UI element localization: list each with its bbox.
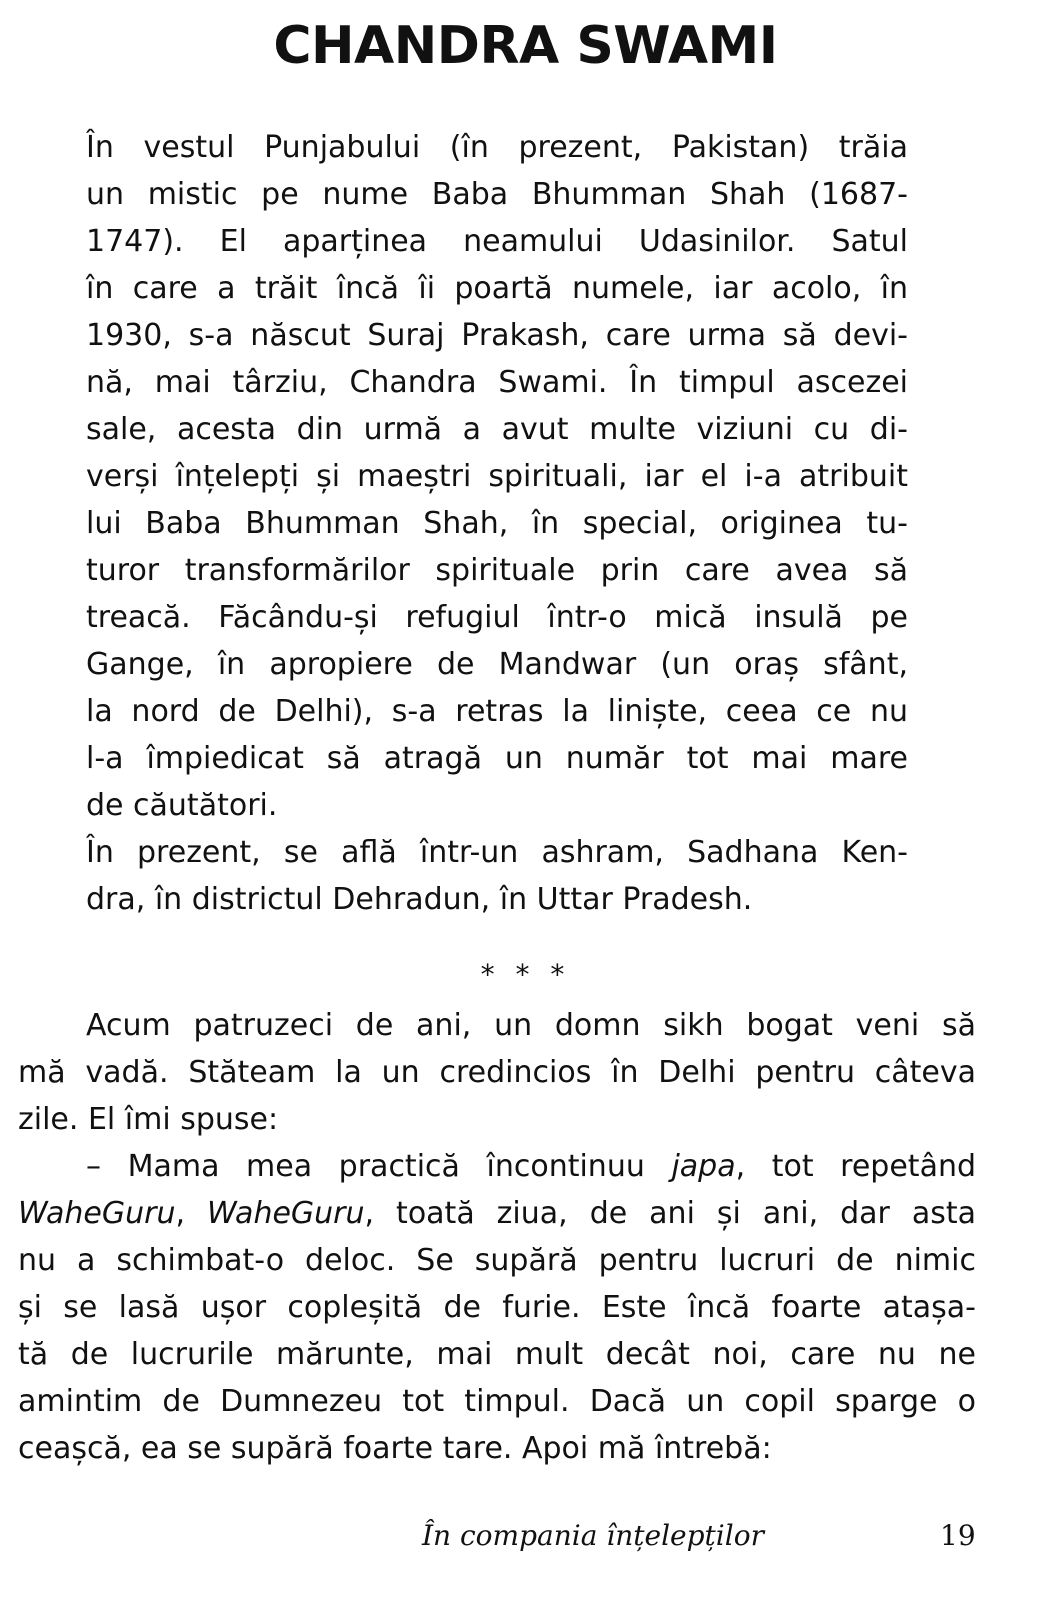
text-line: amintim de Dumnezeu tot timpul. Dacă un copil sparge o [18, 1384, 976, 1419]
text-line: turor transformărilor spirituale prin care avea să [86, 553, 908, 588]
text-line: În vestul Punjabului (în prezent, Pakistan) trăia [86, 130, 908, 165]
text-line: lui Baba Bhumman Shah, în special, originea tu- [86, 506, 908, 541]
text-segment: , toată ziua, de ani și ani, dar asta [364, 1196, 977, 1231]
text-segment: , tot repetând [735, 1149, 977, 1184]
text-line: Acum patruzeci de ani, un domn sikh bogat veni să [86, 1008, 976, 1043]
text-line: zile. El îmi spuse: [18, 1102, 279, 1137]
text-line: 1930, s-a născut Suraj Prakash, care urma să devi- [86, 318, 908, 353]
text-line: mă vadă. Stăteam la un credincios în Delhi pentru câteva [18, 1055, 976, 1090]
text-line [18, 1143, 976, 1190]
text-line: verși înțelepți și maeștri spirituali, iar el i-a atribuit [86, 459, 908, 494]
text-line: nă, mai târziu, Chandra Swami. În timpul ascezei [86, 365, 908, 400]
running-footer-title: În compania înțelepților [422, 1519, 764, 1552]
text-line: ceașcă, ea se supără foarte tare. Apoi mă întrebă: [18, 1431, 772, 1466]
text-line: dra, în districtul Dehradun, în Uttar Pradesh. [86, 882, 753, 917]
italic-term: WaheGuru [18, 1196, 176, 1231]
text-segment: , [175, 1196, 208, 1231]
text-line: și se lasă ușor copleșită de furie. Este încă foarte atașa- [18, 1290, 976, 1325]
text-line: nu a schimbat-o deloc. Se supără pentru lucruri de nimic [18, 1243, 976, 1278]
page-number: 19 [940, 1519, 976, 1552]
text-line: treacă. Făcându-și refugiul într-o mică insulă pe [86, 600, 908, 635]
text-line: la nord de Delhi), s-a retras la liniște, ceea ce nu [86, 694, 908, 729]
italic-term: japa [671, 1149, 736, 1184]
text-line: sale, acesta din urmă a avut multe viziuni cu di- [86, 412, 908, 447]
text-line: tă de lucrurile mărunte, mai mult decât noi, care nu ne [18, 1337, 976, 1372]
text-line: Gange, în apropiere de Mandwar (un oraș sfânt, [86, 647, 908, 682]
text-line [18, 1190, 976, 1237]
italic-term: WaheGuru [207, 1196, 365, 1231]
text-line: În prezent, se află într-un ashram, Sadhana Ken- [86, 835, 908, 870]
text-segment: – Mama mea practică încontinuu [86, 1149, 672, 1184]
body-text [18, 1002, 976, 1472]
text-line: l-a împiedicat să atragă un număr tot mai mare [86, 741, 908, 776]
page-title: CHANDRA SWAMI [273, 16, 778, 76]
text-line: în care a trăit încă îi poartă numele, iar acolo, în [86, 271, 908, 306]
text-line: de căutători. [86, 788, 278, 823]
intro-paragraph [86, 124, 908, 923]
section-separator: * * * [480, 958, 571, 991]
text-line: 1747). El aparținea neamului Udasinilor. Satul [86, 224, 908, 259]
text-line: un mistic pe nume Baba Bhumman Shah (1687- [86, 177, 908, 212]
